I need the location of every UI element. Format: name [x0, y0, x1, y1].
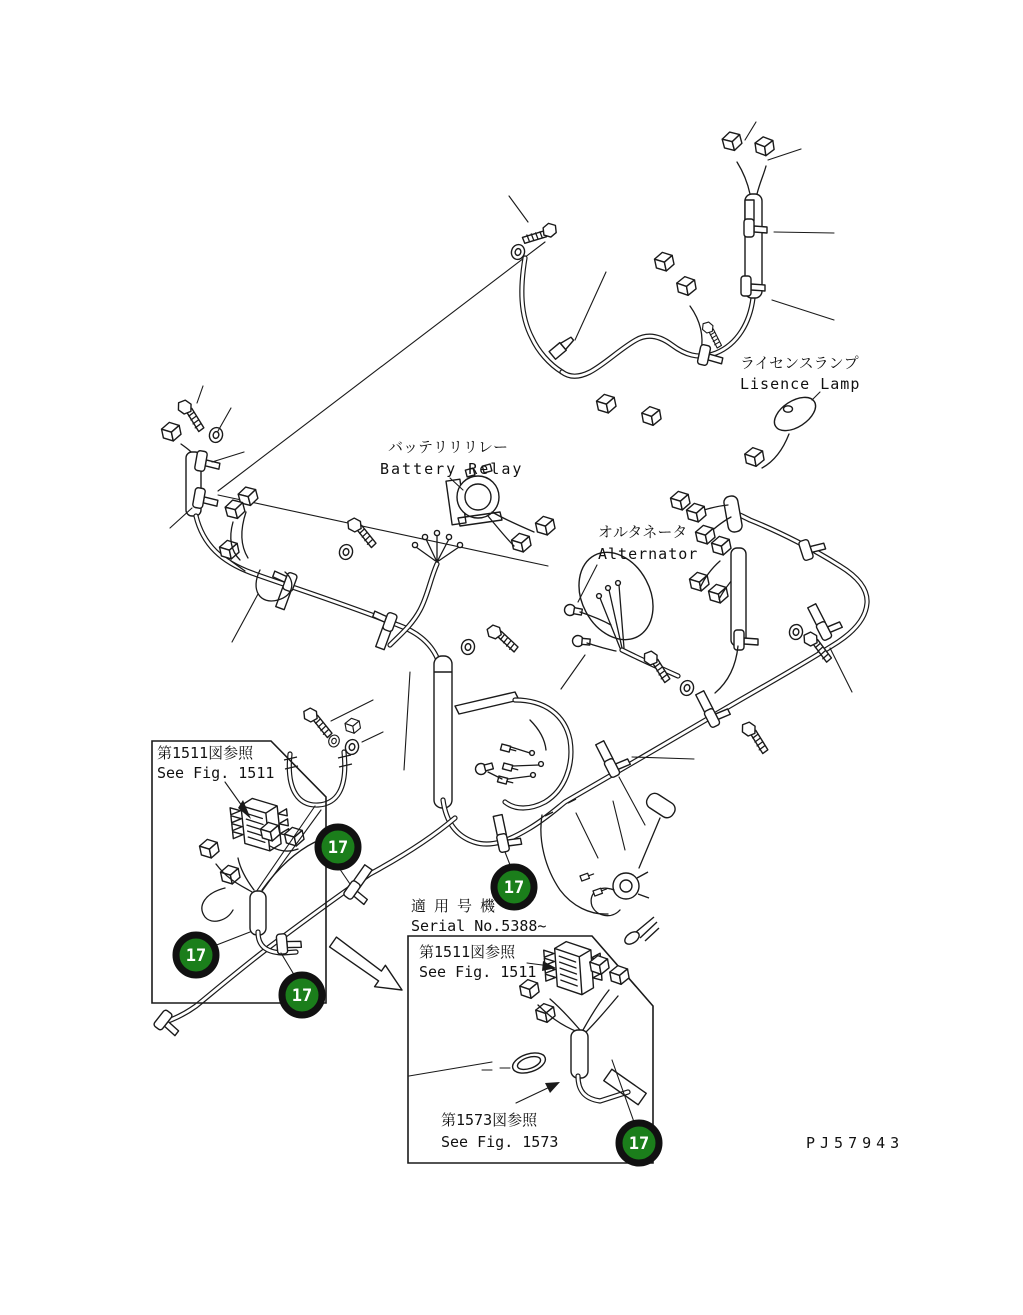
drawing-code: PJ57943 — [806, 1134, 905, 1152]
callout-17-badge[interactable] — [318, 827, 358, 867]
callout-17-badge[interactable] — [176, 935, 216, 975]
callout-wedge-lines — [218, 242, 548, 566]
harness-tube — [434, 656, 452, 808]
see-fig-1511-bottom-label-jp: 第1511図参照 — [419, 943, 516, 961]
plug-sensor — [549, 335, 575, 359]
see-fig-1573-label-en: See Fig. 1573 — [441, 1133, 559, 1151]
svg-text:17: 17 — [291, 986, 313, 1006]
sender-unit-group — [541, 791, 678, 947]
serial-label-en: Serial No.5388~ — [411, 917, 547, 935]
sender-unit — [613, 873, 639, 899]
alternator-group — [564, 490, 758, 693]
center-loop-cluster — [455, 692, 571, 808]
see-fig-1511-left-label-en: See Fig. 1511 — [157, 764, 275, 782]
cylinder-pin — [644, 791, 678, 821]
battery-relay-label-en: Battery Relay — [380, 460, 524, 478]
serial-label-jp: 適用号機 — [411, 897, 504, 915]
svg-text:17: 17 — [503, 878, 525, 898]
callout-17-badge[interactable] — [282, 975, 322, 1015]
see-fig-1511-bottom-label-en: See Fig. 1511 — [419, 963, 537, 981]
svg-text:17: 17 — [185, 946, 207, 966]
license-lamp-label-en: Lisence Lamp — [740, 375, 861, 393]
license-lamp-group — [744, 391, 821, 468]
see-fig-1511-left-label-jp: 第1511図参照 — [157, 744, 254, 762]
license-lamp — [769, 391, 822, 438]
detail-arrow — [330, 937, 402, 990]
battery-relay-label-jp: バッテリリリレー — [388, 438, 509, 456]
callout-17-badge[interactable] — [619, 1123, 659, 1163]
svg-text:17: 17 — [628, 1134, 650, 1154]
alternator-label-jp: オルタネータ — [598, 523, 688, 541]
svg-text:17: 17 — [327, 838, 349, 858]
license-lamp-label-jp: ライセンスランプ — [740, 354, 859, 372]
jumper-hose — [284, 717, 383, 805]
see-fig-1573-label-jp: 第1573図参照 — [441, 1111, 538, 1129]
battery-relay-group — [338, 464, 556, 645]
screw — [623, 917, 659, 947]
top-harness — [510, 130, 775, 427]
alternator-label-en: Alternator — [598, 545, 699, 563]
